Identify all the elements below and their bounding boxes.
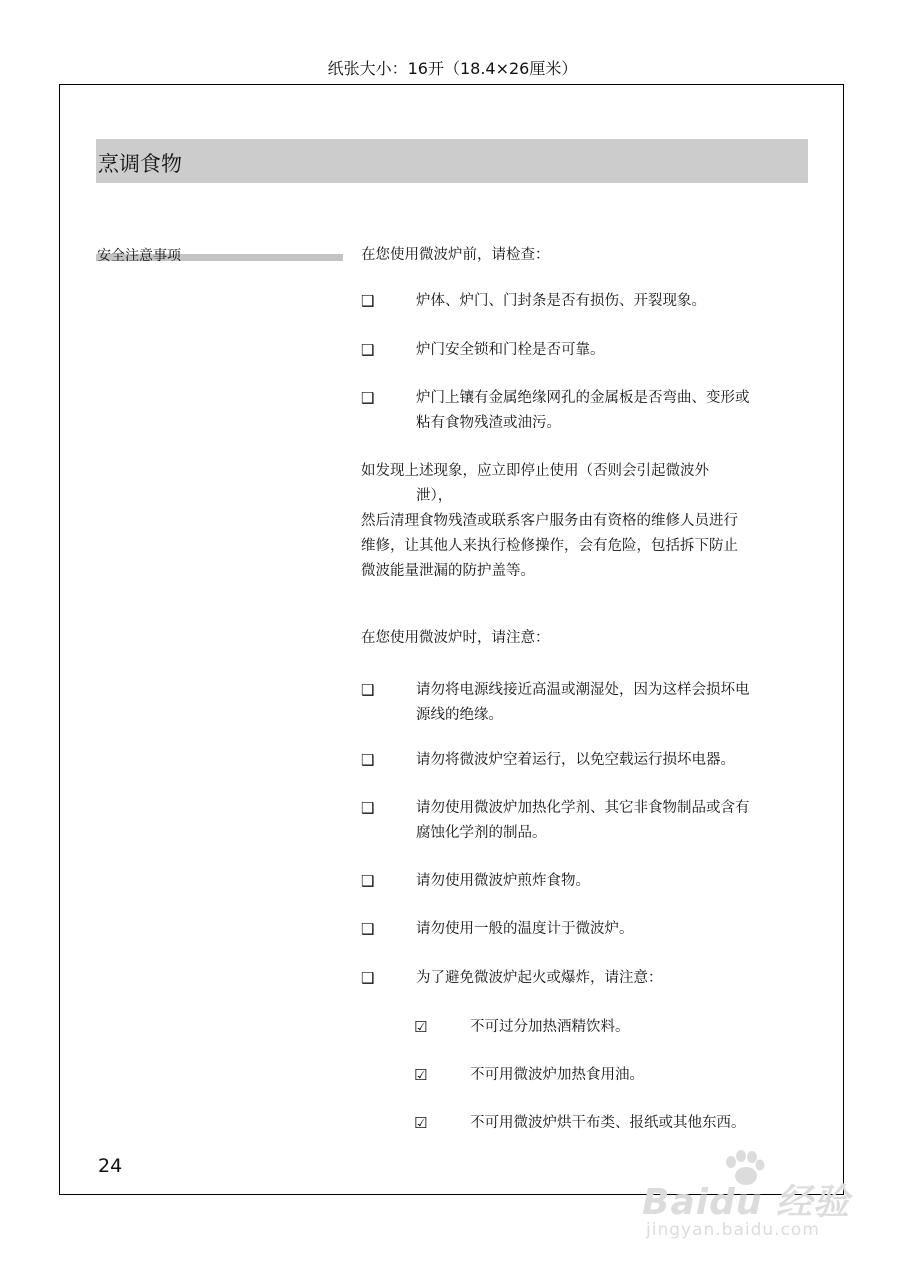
checked-box-icon: ☑ [414, 1066, 428, 1084]
checked-box-icon: ☑ [414, 1018, 428, 1036]
list-item [361, 386, 806, 436]
page-number: 24 [98, 1155, 123, 1177]
list-item-text: 炉门上镶有金属绝缘网孔的金属板是否弯曲、变形或 粘有食物残渣或油污。 [416, 390, 750, 431]
list-item-text: 请勿使用微波炉煎炸食物。 [416, 873, 590, 889]
checkbox-icon: ❑ [361, 292, 375, 310]
side-heading [96, 245, 343, 265]
list-item-text: 请勿将电源线接近高温或潮湿处，因为这样会损坏电 源线的绝缘。 [416, 682, 750, 723]
sub-list-item-text: 不可过分加热酒精饮料。 [470, 1019, 630, 1035]
warning-paragraph: 如发现上述现象，应立即停止使用（否则会引起微波外 泄）， 然后清理食物残渣或联系客户服务由有资格的维修人员进行 维修，让其他人来执行检修操作，会有危险，包括拆下防止 微波能量泄漏的防护盖等。 [361, 463, 738, 579]
list-item-text: 请勿将微波炉空着运行，以免空载运行损坏电器。 [416, 752, 735, 768]
section-title-band [96, 139, 808, 183]
checkbox-icon: ❑ [361, 389, 375, 407]
watermark-brand: Baidu 经验 [642, 1182, 851, 1223]
before-use-intro: 在您使用微波炉前，请检查： [361, 247, 550, 263]
section-title: 烹调食物 [98, 152, 182, 176]
watermark-url: jingyan.baidu.com [646, 1220, 820, 1240]
list-item [361, 869, 806, 894]
list-item [361, 917, 806, 942]
during-use-intro: 在您使用微波炉时，请注意： [361, 630, 550, 646]
list-item-text: 请勿使用微波炉加热化学剂、其它非食物制品或含有 腐蚀化学剂的制品。 [416, 800, 750, 841]
list-item [361, 966, 806, 991]
checkbox-icon: ❑ [361, 341, 375, 359]
checkbox-icon: ❑ [361, 751, 375, 769]
list-item-text: 请勿使用一般的温度计于微波炉。 [416, 921, 634, 937]
sub-list-item-text: 不可用微波炉加热食用油。 [470, 1067, 644, 1083]
sub-list-item-text: 不可用微波炉烘干布类、报纸或其他东西。 [470, 1115, 746, 1131]
list-item [361, 338, 806, 363]
checkbox-icon: ❑ [361, 920, 375, 938]
list-item [361, 289, 806, 314]
list-item [361, 678, 806, 728]
list-item-text: 炉门安全锁和门栓是否可靠。 [416, 342, 605, 358]
list-item [361, 796, 806, 846]
paper-size-note: 纸张大小：16开（18.4×26厘米） [327, 59, 578, 78]
side-heading-label: 安全注意事项 [97, 248, 181, 264]
baidu-watermark [640, 1150, 860, 1245]
checked-box-icon: ☑ [414, 1114, 428, 1132]
list-item-text: 为了避免微波炉起火或爆炸，请注意： [416, 970, 663, 986]
list-item-text: 炉体、炉门、门封条是否有损伤、开裂现象。 [416, 293, 706, 309]
checkbox-icon: ❑ [361, 681, 375, 699]
checkbox-icon: ❑ [361, 872, 375, 890]
list-item [361, 748, 806, 773]
checkbox-icon: ❑ [361, 799, 375, 817]
checkbox-icon: ❑ [361, 969, 375, 987]
